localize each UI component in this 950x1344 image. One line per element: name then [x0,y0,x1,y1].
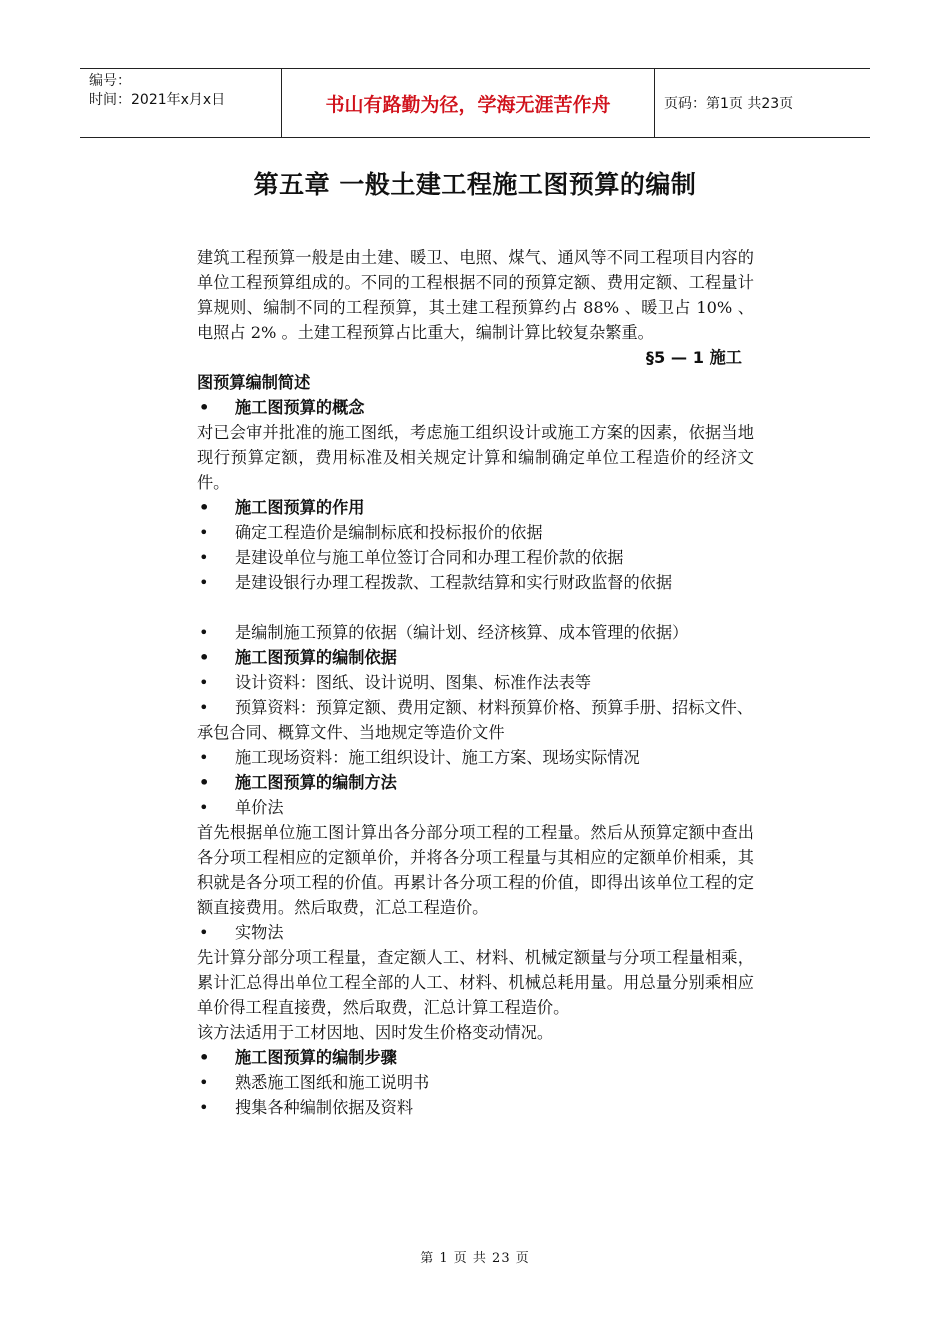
header-meta [80,69,282,137]
list-item: • 搜集各种编制依据及资料 [199,1098,414,1117]
physical-text: 先计算分部分项工程量，查定额人工、材料、机械定额量与分项工程量相乘，累计汇总得出单位工程全部的人工、材料、机械总耗用量。用总量分别乘相应单价得工程直接费，然后取费，汇总计算工程造价。 [197,948,754,1017]
physical-note: 该方法适用于工材因地、因时发生价格变动情况。 [197,1023,554,1042]
unit-price-label: • 单价法 [199,798,284,817]
list-item: • 是建设银行办理工程拨款、工程款结算和实行财政监督的依据 [199,573,673,592]
list-item: • 施工现场资料：施工组织设计、施工方案、现场实际情况 [199,748,640,767]
header-motto: 书山有路勤为径，学海无涯苦作舟 [282,69,655,137]
document-body [197,245,754,1120]
list-item: • 预算资料：预算定额、费用定额、材料预算价格、预算手册、招标文件、承包合同、概算文件、当地规定等造价文件 [197,698,753,742]
role-heading: • 施工图预算的作用 [199,498,365,517]
page-footer: 第 1 页 共 23 页 [420,1251,530,1266]
list-item: • 确定工程造价是编制标底和投标报价的依据 [199,523,543,542]
spacer [197,595,754,620]
section-number: §5 — 1 施工 [645,348,742,367]
time-label: 时间：2021年x月x日 [89,92,226,108]
number-label: 编号： [89,73,131,89]
document-header [80,68,870,138]
list-item: • 熟悉施工图纸和施工说明书 [199,1073,430,1092]
concept-heading: • 施工图预算的概念 [199,398,365,417]
concept-text: 对已会审并批准的施工图纸，考虑施工组织设计或施工方案的因素，依据当地现行预算定额，费用标准及相关规定计算和编制确定单位工程造价的经济文件。 [197,423,754,492]
header-page-info: 页码：第1页 共23页 [664,96,794,112]
method-heading: • 施工图预算的编制方法 [199,773,397,792]
list-item: • 设计资料：图纸、设计说明、图集、标准作法表等 [199,673,592,692]
list-item: • 是编制施工预算的依据（编计划、经济核算、成本管理的依据） [199,623,689,642]
chapter-title: 第五章 一般土建工程施工图预算的编制 [253,170,697,199]
steps-heading: • 施工图预算的编制步骤 [199,1048,397,1067]
unit-price-text: 首先根据单位施工图计算出各分部分项工程的工程量。然后从预算定额中查出各分项工程相应的定额单价，并将各分项工程量与其相应的定额单价相乘，其积就是各分项工程的价值。再累计各分项工程的价值，即得出该单位工程的定额直接费用。然后取费，汇总工程造价。 [197,823,754,917]
basis-heading: • 施工图预算的编制依据 [199,648,397,667]
physical-label: • 实物法 [199,923,284,942]
section-title: 图预算编制简述 [197,373,311,392]
list-item: • 是建设单位与施工单位签订合同和办理工程价款的依据 [199,548,624,567]
intro-paragraph: 建筑工程预算一般是由土建、暖卫、电照、煤气、通风等不同工程项目内容的单位工程预算组成的。不同的工程根据不同的预算定额、费用定额、工程量计算规则、编制不同的工程预算，其土建工程预算约占 88% 、暖卫占 10% 、电照占 2% 。土建工程预算占比重大，编制计算比较复杂繁重。 [197,248,754,342]
